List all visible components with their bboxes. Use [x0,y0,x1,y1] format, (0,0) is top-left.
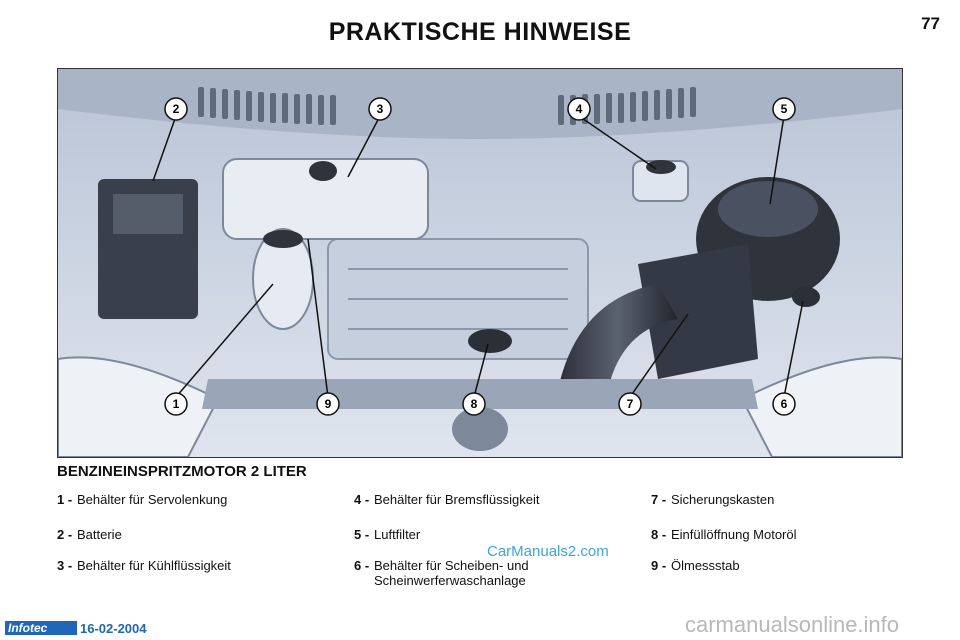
callout-1-label: 1 [172,397,180,411]
legend-text: Luftfilter [374,527,421,542]
callout-6 [773,393,795,415]
callout-3 [369,98,391,120]
callout-6-label: 6 [780,397,788,411]
callout-9-label: 9 [324,397,332,411]
callout-9 [317,393,339,415]
page-number: 77 [921,14,940,33]
callout-5 [773,98,795,120]
legend-num: 8 - [651,527,667,542]
legend-item-4 [354,492,539,507]
section-heading: BENZINEINSPRITZMOTOR 2 LITER [57,463,307,480]
legend-num: 4 - [354,492,370,507]
callout-5-label: 5 [780,102,788,116]
legend-text: Behälter für Bremsflüssigkeit [374,492,540,507]
legend-item-9 [651,558,740,573]
callout-4 [568,98,590,120]
legend-text: Behälter für Scheiben- und Scheinwerferwaschanlage [374,558,529,588]
engine-bay-drawing [58,69,902,457]
legend-num: 5 - [354,527,370,542]
callout-3-label: 3 [376,102,384,116]
legend-item-5 [354,527,420,542]
legend-text: Ölmessstab [671,558,740,573]
legend-item-1 [57,492,227,507]
watermark-carmanuals2: CarManuals2.com [487,543,609,560]
callout-7 [619,393,641,415]
washer-reservoir-cap [792,287,820,307]
legend-num: 3 - [57,558,73,573]
legend-item-3 [57,558,231,573]
legend-num: 2 - [57,527,73,542]
legend-num: 1 - [57,492,73,507]
page-title: PRAKTISCHE HINWEISE [328,18,632,46]
engine-bay-illustration [57,68,903,458]
infotec-badge: Infotec [5,621,77,635]
legend-item-8 [651,527,797,542]
watermark-carmanualsonline: carmanualsonline.info [685,612,900,637]
legend-text: Batterie [77,527,122,542]
callout-2 [165,98,187,120]
legend-item-7 [651,492,774,507]
legend-text: Sicherungskasten [671,492,775,507]
callout-4-label: 4 [575,102,583,116]
callout-2-label: 2 [172,102,180,116]
callout-8 [463,393,485,415]
legend-num: 9 - [651,558,667,573]
legend-item-2 [57,527,122,542]
callout-7-label: 7 [626,397,634,411]
legend-text: Behälter für Kühlflüssigkeit [77,558,231,573]
legend-num: 7 - [651,492,667,507]
legend-text: Einfüllöffnung Motoröl [671,527,797,542]
legend-item-6 [354,558,554,588]
legend-text: Behälter für Servolenkung [77,492,228,507]
legend-num: 6 - [354,558,370,573]
oil-filler-cap [468,329,512,353]
footer-date: 16-02-2004 [80,621,147,636]
callout-8-label: 8 [470,397,478,411]
callout-1 [165,393,187,415]
